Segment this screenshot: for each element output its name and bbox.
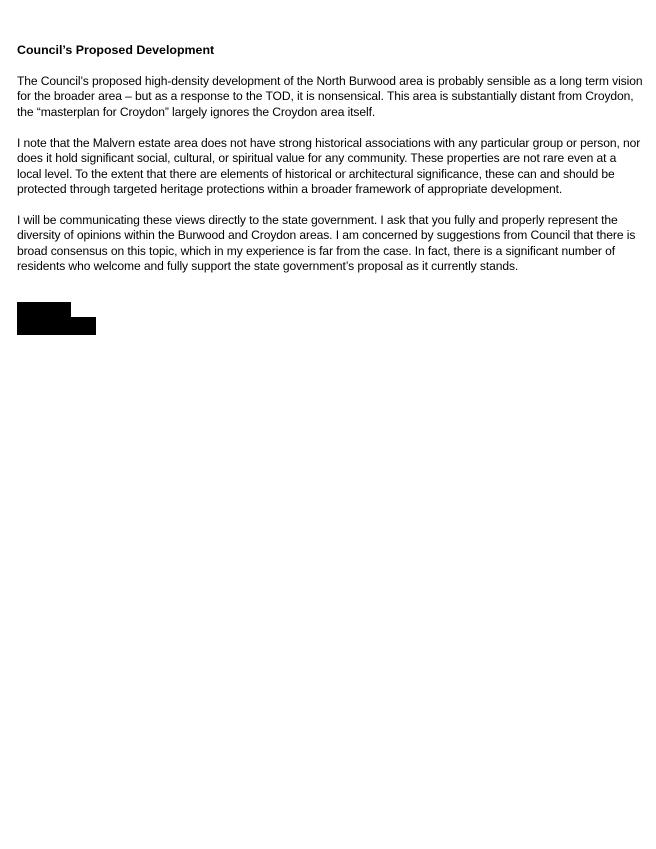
paragraph-2: I note that the Malvern estate area does not have strong historical associations with any particular group or person, nor does it hold significant social, cultural, or spiritual value for any community. These properties are not rare even at a local level. To the extent that there are elements of historical or architectural significance, these can and should be protected through targeted heritage protections within a broader framework of appropriate development.	[17, 135, 641, 196]
paragraph-1: The Council’s proposed high-density development of the North Burwood area is probably sensible as a long term vision for the broader area – but as a response to the TOD, it is nonsensical. This area is substantially distant from Croydon, the “masterplan for Croydon” largely ignores the Croydon area itself.	[17, 74, 643, 119]
document-body	[17, 42, 643, 290]
redacted-signature-block	[17, 302, 96, 335]
section-heading: Council’s Proposed Development	[17, 43, 215, 57]
redaction-notch	[71, 302, 96, 317]
paragraph-3: I will be communicating these views directly to the state government. I ask that you fully and properly represent the diversity of opinions within the Burwood and Croydon areas. I am concerned by suggestions from Council that there is broad consensus on this topic, which in my experience is far from the case. In fact, there is a significant number of residents who welcome and fully support the state government’s proposal as it currently stands.	[17, 212, 636, 274]
